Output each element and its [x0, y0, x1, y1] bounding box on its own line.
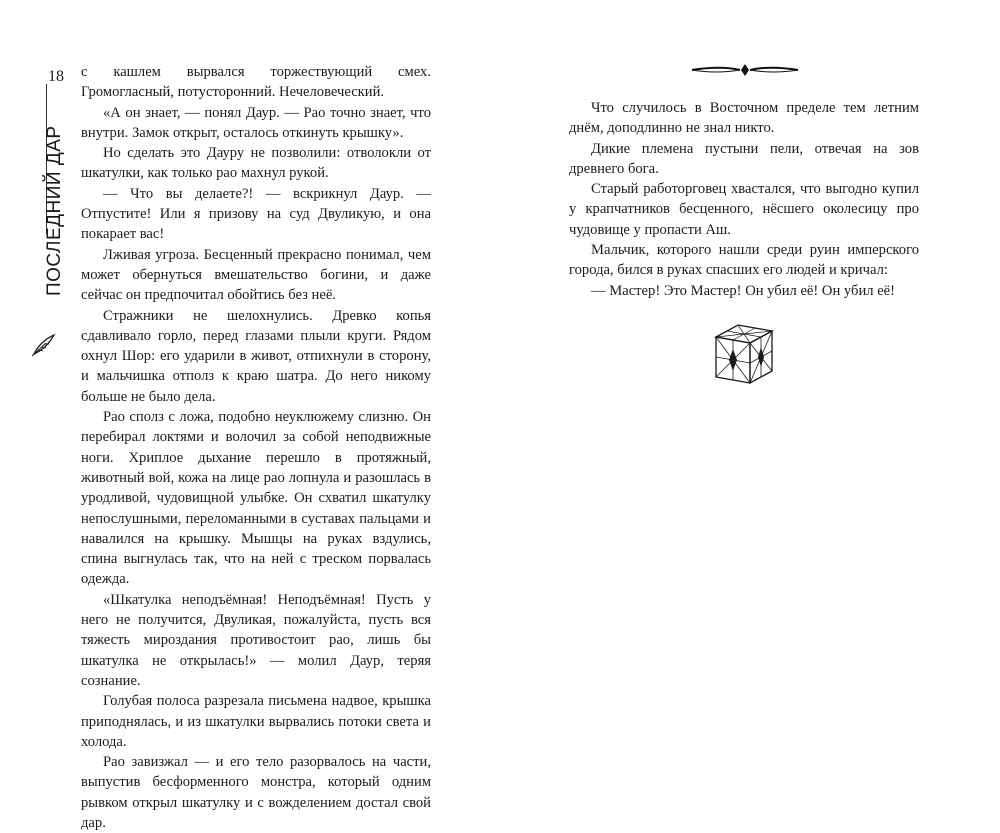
paragraph: — Что вы делаете?! — вскрикнул Даур. — Отпустите! Или я призову на суд Двуликую, и она покарает вас!: [81, 185, 431, 243]
running-head: [20, 60, 64, 360]
paragraph: Рао сполз с ложа, подобно неуклюжему слизню. Он перебирал локтями и волочил за собой неподвижные ноги. Хриплое дыхание перешло в протяжный, животный вой, кожа на лице рао лопнула и разошлась в уродливой, чудовищной улыбке. Он схватил шкатулку непослушными, переломанными в суставах пальцами и навалился на крышку. Мышцы на руках вздулись, спина выгнулась так, что на ней с треском порвалась одежда.: [81, 409, 431, 588]
paragraph: — Мастер! Это Мастер! Он убил её! Он убил её!: [591, 282, 896, 299]
paragraph: Голубая полоса разрезала письмена надвое, крышка приподнялась, и из шкатулки вырвались потоки света и холода.: [81, 693, 431, 750]
left-page-text: [81, 62, 431, 833]
paragraph: «А он знает, — понял Даур. — Рао точно знает, что внутри. Замок открыт, осталось откинуть крышку».: [81, 104, 431, 141]
paragraph: Что случилось в Восточном пределе тем летним днём, доподлинно не знал никто.: [569, 100, 919, 137]
paragraph: Стражники не шелохнулись. Древко копья сдавливало горло, перед глазами плыли круги. Рядом охнул Шор: его ударили в живот, отпихнули в сторону, и мальчишка отполз к краю шатра. До него никому больше не было дела.: [81, 307, 431, 405]
paragraph: Дикие племена пустыни пели, отвечая на зов древнего бога.: [569, 140, 919, 177]
right-page-text: [569, 98, 919, 301]
paragraph: Мальчик, которого нашли среди руин имперского города, бился в руках спасших его людей и кричал:: [569, 242, 919, 279]
flourish-divider-icon: [690, 63, 800, 77]
book-title: ПОСЛЕДНИЙ ДАР: [44, 125, 65, 296]
page-number: 18: [48, 68, 64, 85]
paragraph: «Шкатулка неподъёмная! Неподъёмная! Пусть у него не получится, Двуликая, пожалуйста, пусть вся тяжесть мироздания противостоит рао, лишь бы шкатулка не открылась!» — молил Даур, теряя сознание.: [81, 591, 431, 689]
ornamental-cube-icon: [710, 321, 776, 387]
paragraph: Старый работорговец хвастался, что выгодно купил у крапчатников бесценного, нёсшего околесицу про чудовище у пропасти Аш.: [569, 181, 919, 238]
feather-icon: [28, 330, 58, 360]
paragraph: Рао завизжал — и его тело разорвалось на части, выпустив бесформенного монстра, который одним рывком открыл шкатулку и с вожделением достал свой дар.: [81, 754, 431, 831]
paragraph: с кашлем вырвался торжествующий смех. Громогласный, потусторонний. Нечеловеческий.: [81, 64, 431, 101]
left-page: [0, 0, 500, 831]
paragraph: Но сделать это Дауру не позволили: отволокли от шкатулки, как только рао махнул рукой.: [81, 145, 431, 182]
paragraph: Лживая угроза. Бесценный прекрасно понимал, чем может обернуться вмешательство богини, и даже сейчас он предпочитал обойтись без неё.: [81, 246, 431, 304]
